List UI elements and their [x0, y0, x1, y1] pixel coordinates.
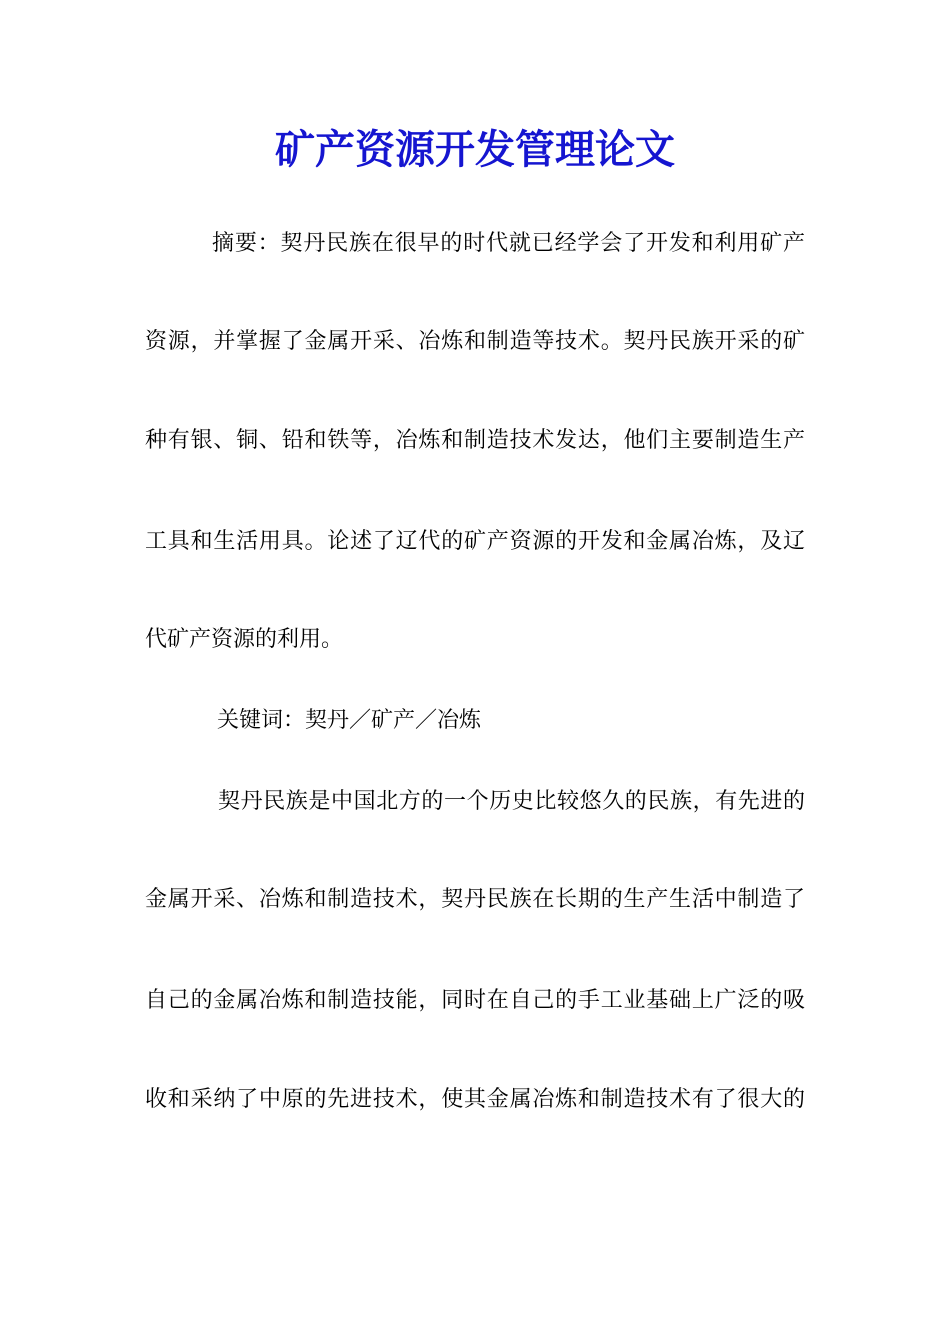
abstract-line-4: 工具和生活用具。论述了辽代的矿产资源的开发和金属冶炼，及辽 [145, 529, 805, 554]
body-line-4: 收和采纳了中原的先进技术，使其金属冶炼和制造技术有了很大的 [145, 1087, 805, 1112]
abstract-line-3: 种有银、铜、铅和铁等，冶炼和制造技术发达，他们主要制造生产 [145, 428, 805, 453]
document-title: 矿产资源开发管理论文 [275, 126, 675, 173]
abstract-line-2: 资源，并掌握了金属开采、冶炼和制造等技术。契丹民族开采的矿 [145, 329, 805, 354]
abstract-line-5: 代矿产资源的利用。 [145, 627, 344, 652]
body-line-3: 自己的金属冶炼和制造技能，同时在自己的手工业基础上广泛的吸 [145, 988, 805, 1013]
abstract-line-1: 摘要：契丹民族在很早的时代就已经学会了开发和利用矿产 [212, 231, 805, 256]
keywords-line: 关键词：契丹／矿产／冶炼 [217, 708, 482, 733]
body-line-2: 金属开采、冶炼和制造技术，契丹民族在长期的生产生活中制造了 [145, 887, 805, 912]
body-line-1: 契丹民族是中国北方的一个历史比较悠久的民族，有先进的 [218, 789, 805, 814]
